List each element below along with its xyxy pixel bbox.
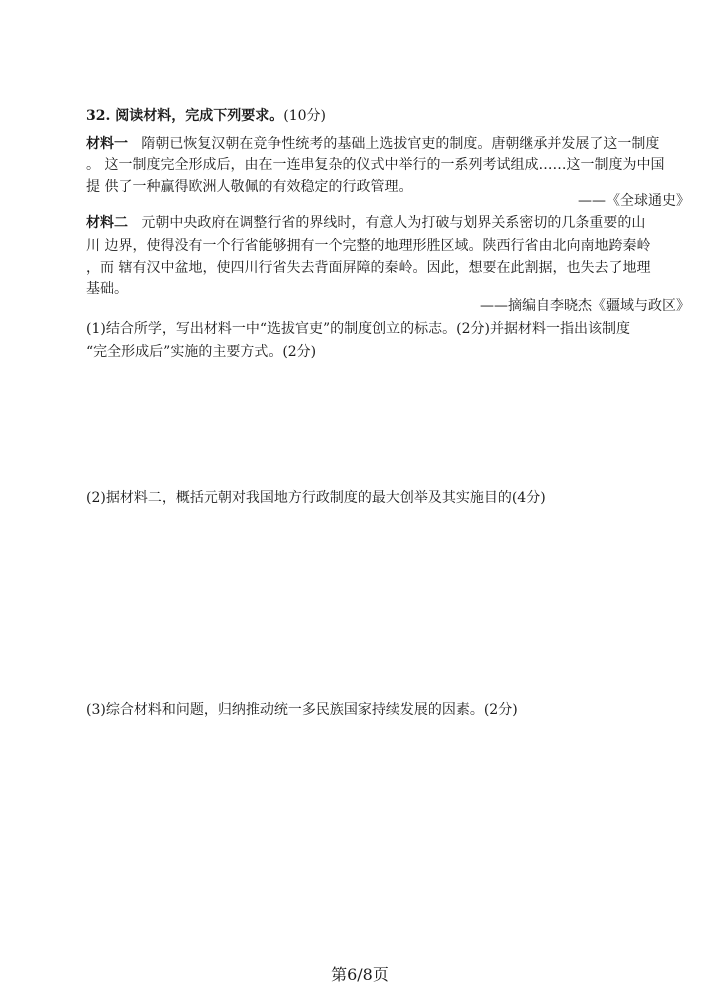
sub-question-1-line-1: (1)结合所学，写出材料一中“选拔官吏”的制度创立的标志。(2分)并据材料一指出该制度 xyxy=(86,321,630,337)
material2-line-1 xyxy=(86,213,696,233)
question-heading xyxy=(86,106,696,126)
material2-label: 材料二 xyxy=(86,215,128,231)
sub-question-1-line-2: “完全形成后”实施的主要方式。(2分) xyxy=(86,344,317,360)
material1-line-3: 提 供了一种赢得欧洲人敬佩的有效稳定的行政管理。 xyxy=(86,179,413,195)
material2-line-2: 川 边界，使得没有一个行省能够拥有一个完整的地理形胜区域。陕西行省由北向南地跨秦岭 xyxy=(86,238,651,254)
material2-line-3: ，而 辖有汉中盆地，使四川行省失去背面屏障的秦岭。因此，想要在此割据，也失去了地理 xyxy=(86,260,651,276)
question-score: (10分) xyxy=(283,108,326,124)
material1-label: 材料一 xyxy=(86,136,128,152)
material1-line-2: 。 这一制度完全形成后，由在一连串复杂的仪式中举行的一系列考试组成……这一制度为中国 xyxy=(86,157,665,173)
material1-source: ——《全球通史》 xyxy=(578,193,690,209)
sub-question-2: (2)据材料二，概括元朝对我国地方行政制度的最大创举及其实施目的(4分) xyxy=(86,490,546,506)
question-title: 32. 阅读材料，完成下列要求。 xyxy=(86,108,284,124)
sub-question-3: (3)综合材料和问题，归纳推动统一多民族国家持续发展的因素。(2分) xyxy=(86,702,518,718)
material2-text-1: 元朝中央政府在调整行省的界线时，有意人为打破与划界关系密切的几条重要的山 xyxy=(141,215,646,231)
material2-source: ——摘编自李晓杰《疆域与政区》 xyxy=(480,298,690,314)
material1-text-1: 隋朝已恢复汉朝在竞争性统考的基础上选拔官吏的制度。唐朝继承并发展了这一制度 xyxy=(141,136,660,152)
material1-line-1 xyxy=(86,134,696,154)
material2-line-4: 基础。 xyxy=(86,281,128,297)
page-number: 第6/8页 xyxy=(331,965,389,984)
